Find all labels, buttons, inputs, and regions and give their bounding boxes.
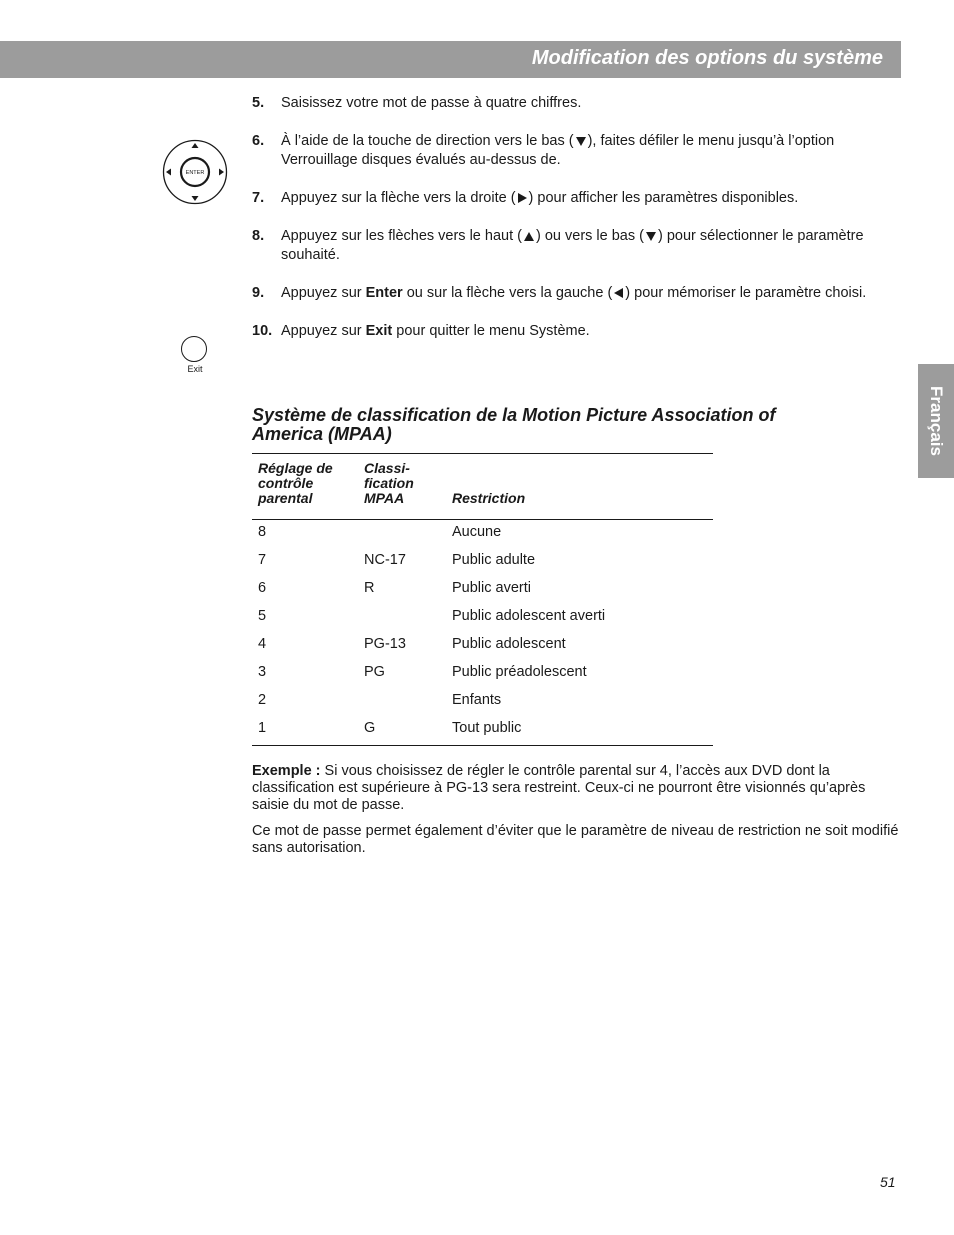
step-text: ) pour mémoriser le paramètre choisi. (625, 285, 867, 301)
step-number: 6. (252, 133, 265, 149)
step-text: Saisissez votre mot de passe à quatre chiffres. (281, 95, 582, 111)
step-8 (252, 227, 902, 265)
step-number: 5. (252, 95, 265, 111)
example-paragraph (252, 763, 900, 814)
step-7 (252, 189, 902, 208)
mpaa-table (252, 453, 713, 746)
step-text: Appuyez sur la flèche vers la droite ( (281, 190, 516, 206)
table-header-parental: Réglage de contrôle parental (258, 460, 333, 506)
dpad-left-arrow-icon (166, 169, 171, 176)
example-label: Exemple : (252, 763, 321, 779)
table-header (252, 454, 713, 519)
step-text: pour quitter le menu Système. (392, 323, 590, 339)
step-number: 7. (252, 190, 265, 206)
exit-button-label: Exit (187, 364, 203, 374)
step-text: À l’aide de la touche de direction vers le bas ( (281, 133, 574, 149)
table-row: 8 Aucune (258, 524, 502, 540)
table-bottom-rule (252, 745, 713, 746)
table-row: 6 R Public averti (258, 580, 531, 596)
table-row: 3 PG Public préadolescent (258, 664, 587, 680)
step-text: ), faites défiler le menu jusqu’à l’option Verrouillage disques évalués au-dessus de. (281, 133, 835, 168)
step-text: Appuyez sur les flèches vers le haut ( (281, 228, 522, 244)
language-tab (918, 364, 954, 478)
table-row: 1 G Tout public (258, 720, 522, 736)
left-arrow-icon (614, 288, 623, 298)
table-row: 4 PG-13 Public adolescent (258, 636, 566, 652)
table-row: 7 NC-17 Public adulte (258, 552, 536, 568)
dpad-down-arrow-icon (192, 196, 199, 201)
table-header-restriction: Restriction (452, 490, 526, 506)
exit-button-icon (181, 336, 207, 362)
note-paragraph: Ce mot de passe permet également d’éviter que le paramètre de niveau de restriction ne soit modifié sans autorisation. (252, 823, 899, 856)
step-6 (252, 132, 902, 170)
step-9 (252, 284, 902, 303)
down-arrow-icon (646, 232, 656, 241)
step-number: 10. (252, 323, 273, 339)
up-arrow-icon (524, 232, 534, 241)
table-row: 2 Enfants (258, 692, 502, 708)
section-title: Système de classification de la Motion Picture Association of America (MPAA) (252, 405, 776, 444)
example-text: Si vous choisissez de régler le contrôle parental sur 4, l’accès aux DVD dont la classification est supérieure à PG-13 sera restreint. Ceux-ci ne pourront être visionnés qu’après saisie du mot de passe. (252, 763, 866, 813)
step-text: Appuyez sur (281, 323, 366, 339)
page-title: Modification des options du système (531, 47, 883, 69)
step-text: Appuyez sur (281, 285, 366, 301)
dpad-right-arrow-icon (219, 169, 224, 176)
dpad-icon (162, 139, 228, 205)
dpad-enter-label: ENTER (185, 170, 205, 176)
language-tab-label: Français (927, 386, 946, 456)
step-text: ) pour sélectionner le paramètre souhaité. (281, 228, 864, 263)
table-row: 5 Public adolescent averti (258, 608, 606, 624)
dpad-up-arrow-icon (192, 143, 199, 148)
step-5 (252, 94, 902, 113)
step-text: ) ou vers le bas ( (535, 228, 644, 244)
down-arrow-icon (576, 137, 586, 146)
right-arrow-icon (518, 193, 527, 203)
step-number: 8. (252, 228, 265, 244)
step-number: 9. (252, 285, 265, 301)
step-text: ou sur la flèche vers la gauche ( (402, 285, 613, 301)
table-header-mpaa: Classi- fication MPAA (364, 460, 414, 506)
page-number: 51 (880, 1174, 896, 1190)
steps-list (252, 94, 902, 360)
step-10 (252, 322, 902, 341)
step-keyword: Exit (365, 323, 393, 339)
step-keyword: Enter (365, 285, 403, 301)
header-bar (0, 41, 901, 78)
step-text: ) pour afficher les paramètres disponibles. (528, 190, 799, 206)
